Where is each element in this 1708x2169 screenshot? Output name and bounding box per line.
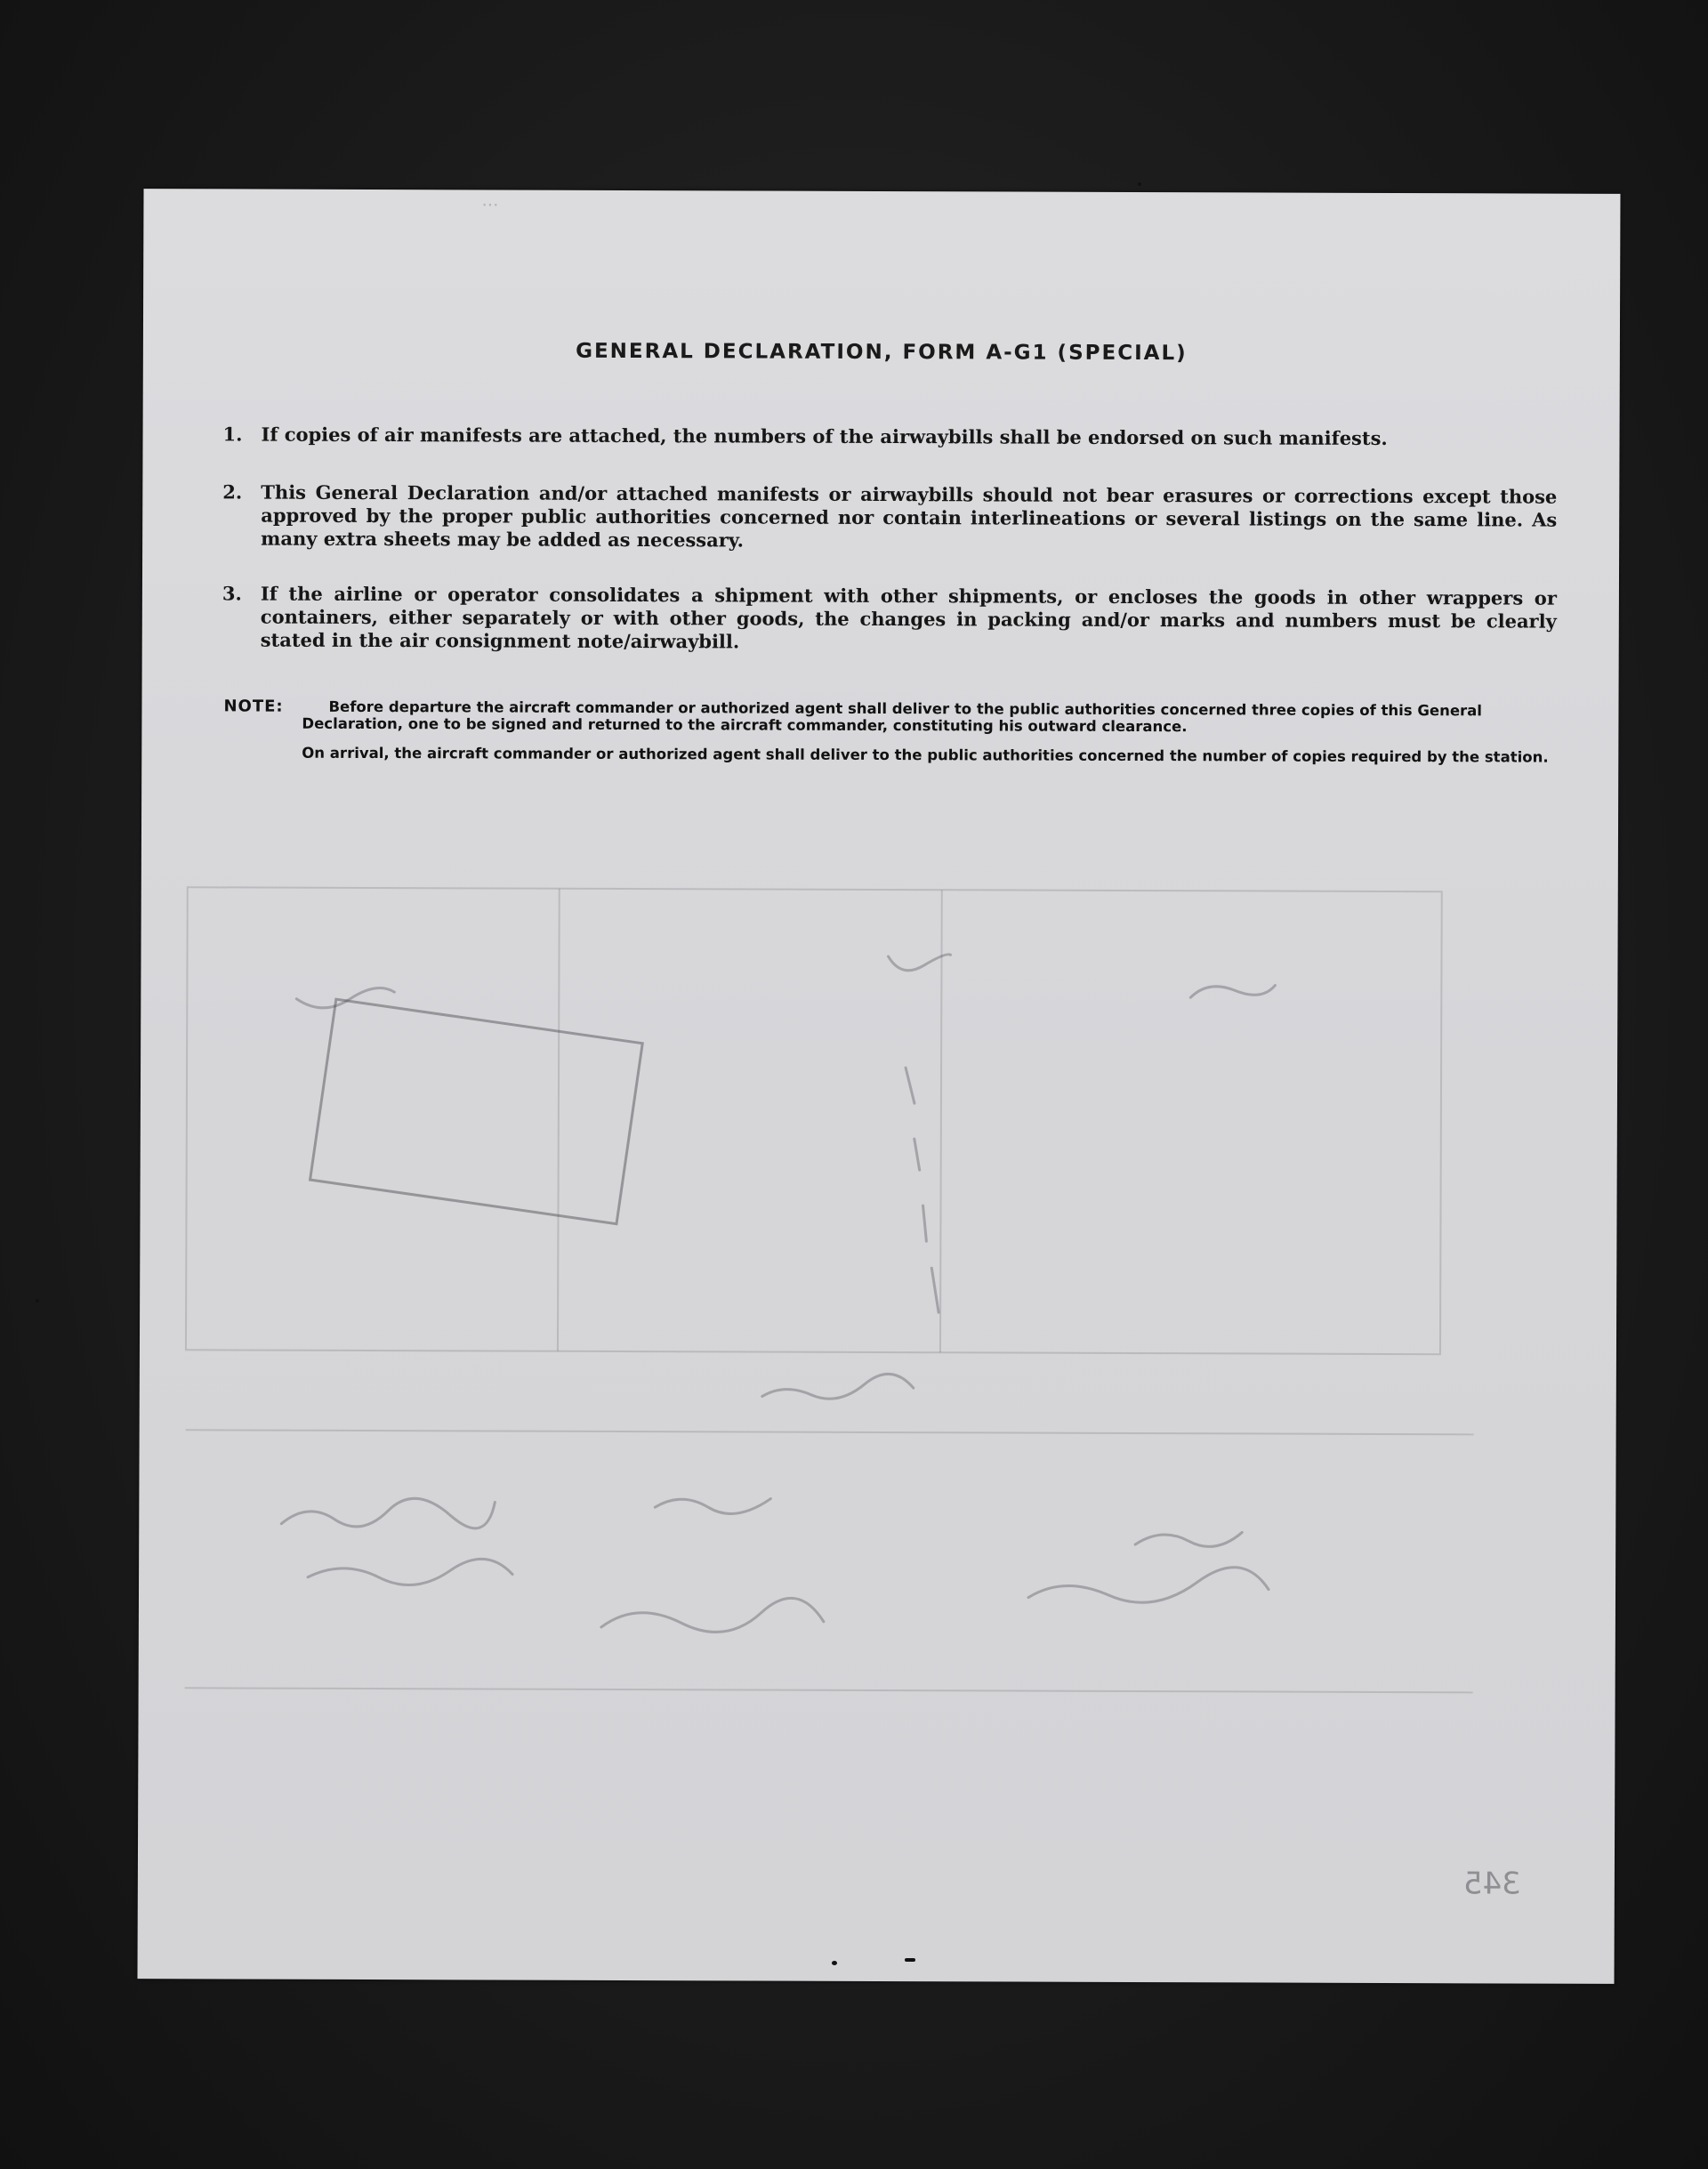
note-label: NOTE:	[223, 697, 284, 716]
item-number: 2.	[222, 480, 243, 504]
item-text: If the airline or operator consolidates a shipment with other shipments, or encloses the goods in other wrappers or containers, either separately or with other goods, the changes in packing and/or marks and numbers must be clearly stated in the air consignment note/airwaybill.	[260, 582, 1557, 653]
note-paragraph-departure: Before departure the aircraft commander or authorized agent shall deliver to the public authorities concerned three copies of this General Declaration, one to be signed and returned to the aircraft commander, constituting his outward clearance.	[302, 697, 1483, 736]
instruction-item-3	[222, 582, 1557, 656]
scan-speck	[36, 1299, 39, 1302]
note-paragraph-arrival: On arrival, the aircraft commander or authorized agent shall deliver to the public authorities concerned the number of copies required by the station.	[302, 744, 1549, 766]
scan-speck	[832, 1961, 837, 1965]
note-section	[223, 697, 1559, 766]
item-number: 3.	[222, 582, 242, 605]
svg-text:...: ...	[481, 189, 499, 211]
form-title: GENERAL DECLARATION, FORM A-G1 (SPECIAL)	[576, 339, 1188, 366]
document-page	[137, 189, 1620, 1984]
item-text: If copies of air manifests are attached, the numbers of the airwaybills shall be endorsed on such manifests.	[261, 423, 1388, 449]
customs-stamp-bleed-through	[309, 997, 644, 1225]
item-text: This General Declaration and/or attached manifests or airwaybills should not bear erasures or corrections except those approved by the proper public authorities concerned nor contain interlineations or several listings on the same line. As many extra sheets may be added as necessary.	[261, 480, 1558, 552]
scan-speck	[905, 1958, 915, 1962]
instruction-item-2	[222, 480, 1557, 554]
item-number: 1.	[222, 423, 243, 446]
page-number-bleed-through: 345	[1462, 1866, 1521, 1902]
scan-speck	[1138, 182, 1141, 186]
instruction-item-1	[223, 423, 1558, 450]
